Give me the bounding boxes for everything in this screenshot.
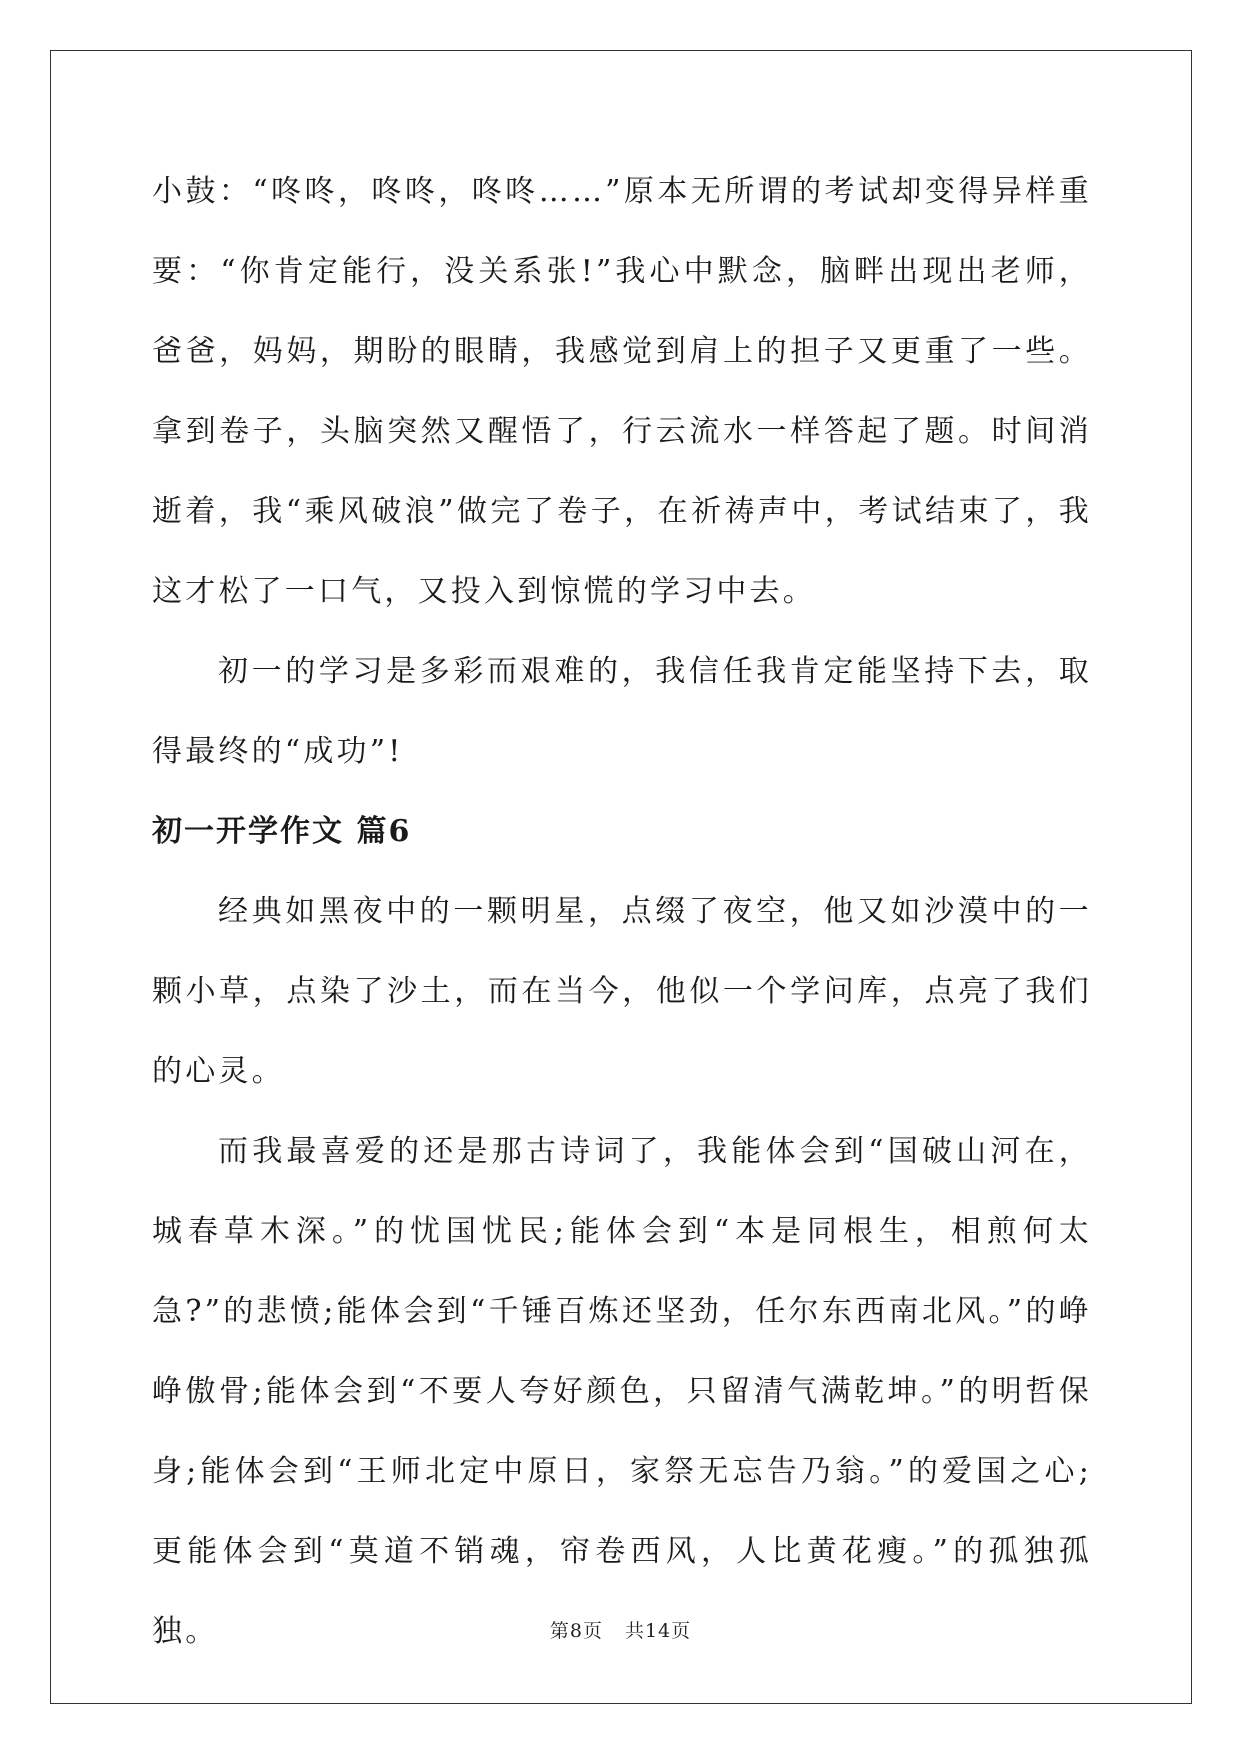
section-heading: 初一开学作文 篇6	[152, 814, 412, 849]
paragraph-intro: 经典如黑夜中的一颗明星，点缀了夜空，他又如沙漠中的一颗小草，点染了沙土，而在当今，他似一个学问库，点亮了我们的心灵。	[152, 894, 1092, 1089]
document-body	[152, 152, 1092, 1672]
paragraph-poetry: 而我最喜爱的还是那古诗词了，我能体会到“国破山河在，城春草木深。”的忧国忧民;能体会到“本是同根生，相煎何太急?”的悲愤;能体会到“千锤百炼还坚劲，任尔东西南北风。”的峥峥傲骨;能体会到“不要人夸好颜色，只留清气满乾坤。”的明哲保身;能体会到“王师北定中原日，家祭无忘告乃翁。”的爱国之心;更能体会到“莫道不销魂，帘卷西风，人比黄花瘦。”的孤独孤独。	[152, 1134, 1092, 1649]
page-total: 共14页	[624, 1620, 692, 1642]
paragraph-continued: 小鼓：“咚咚，咚咚，咚咚……”原本无所谓的考试却变得异样重要：“你肯定能行，没关系张!”我心中默念，脑畔出现出老师，爸爸，妈妈，期盼的眼睛，我感觉到肩上的担子又更重了一些。拿到卷子，头脑突然又醒悟了，行云流水一样答起了题。时间消逝着，我“乘风破浪”做完了卷子，在祈祷声中，考试结束了，我这才松了一口气，又投入到惊慌的学习中去。	[152, 174, 1092, 609]
page-footer	[0, 1616, 1241, 1643]
paragraph-conclusion: 初一的学习是多彩而艰难的，我信任我肯定能坚持下去，取得最终的“成功”!	[152, 654, 1092, 769]
page-number: 第8页	[549, 1620, 603, 1642]
